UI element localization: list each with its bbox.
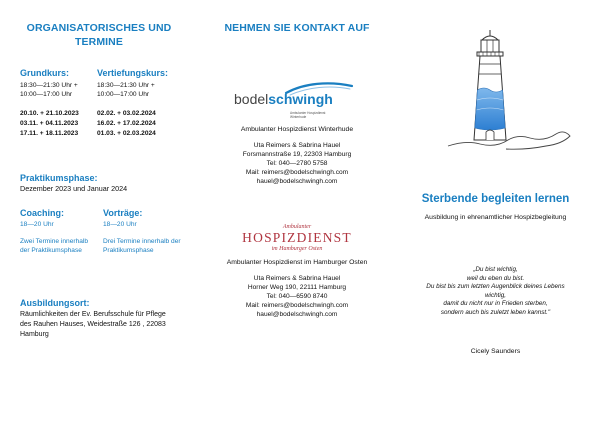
contact-heading: NEHMEN SIE KONTAKT AUF — [224, 22, 370, 34]
praktikum-label: Praktikumsphase: — [20, 173, 98, 183]
contact2-org: Ambulanter Hospizdienst im Hamburger Osten — [226, 259, 368, 266]
lighthouse-icon — [446, 28, 576, 168]
cover-subtitle: Ausbildung in ehrenamtlicher Hospizbegleitung — [424, 214, 567, 221]
ausbildungsort-line3: Hamburg — [20, 331, 49, 338]
vertiefungskurs-date-3: 01.03. + 02.03.2024 — [97, 130, 156, 137]
coaching-time: 18—20 Uhr — [20, 221, 54, 228]
coaching-label: Coaching: — [20, 208, 64, 218]
contact1-street: Forsmannstraße 19, 22303 Hamburg — [242, 151, 352, 158]
vertiefungskurs-time1: 18:30—21:30 Uhr + — [97, 82, 155, 89]
contact1-mail2[interactable]: hauel@bodelschwingh.com — [256, 178, 338, 185]
quote-line-3: Du bist bis zum letzten Augenblick deines Lebens — [426, 283, 565, 291]
grundkurs-label: Grundkurs: — [20, 68, 70, 78]
contact1-tel: Tel: 040—2780 5758 — [266, 160, 328, 167]
coaching-note2: der Praktikumsphase — [20, 247, 82, 254]
quote-line-4: wichtig, — [485, 291, 506, 299]
grundkurs-date-1: 20.10. + 21.10.2023 — [20, 110, 79, 117]
vortraege-note2: Praktikumsphase — [103, 247, 154, 254]
vertiefungskurs-date-2: 16.02. + 17.02.2024 — [97, 120, 156, 127]
contact2-mail2[interactable]: hauel@bodelschwingh.com — [256, 311, 338, 318]
hospizdienst-logo-sub: im Hamburger Osten — [271, 246, 323, 252]
contact2-mail[interactable]: Mail: reimers@bodelschwingh.com — [245, 302, 349, 309]
vertiefungskurs-date-1: 02.02. + 03.02.2024 — [97, 110, 156, 117]
bodelschwingh-word-part1: bodel — [234, 91, 269, 107]
contact1-names: Uta Reimers & Sabrina Hauel — [253, 142, 341, 149]
bodelschwingh-sub1: Ambulanter Hospizdienst — [290, 111, 326, 115]
bodelschwingh-subtitle — [290, 111, 325, 119]
bodelschwingh-wordmark — [234, 91, 333, 107]
vertiefungskurs-label: Vertiefungskurs: — [97, 68, 169, 78]
hospizdienst-logo-top: Ambulanter — [282, 224, 312, 230]
quote-line-1: „Du bist wichtig, — [473, 266, 518, 273]
bodelschwingh-sub2: Winterhude — [290, 115, 307, 119]
middle-panel — [198, 0, 396, 421]
contact2-street: Horner Weg 190, 22111 Hamburg — [247, 284, 347, 291]
quote-line-6: sondern auch bis zuletzt leben kannst." — [440, 308, 551, 316]
praktikum-text: Dezember 2023 und Januar 2024 — [20, 184, 128, 193]
ausbildungsort-line2: des Rauhen Hauses, Weidestraße 126 , 22083 — [20, 321, 166, 328]
bodelschwingh-word-part2: schwingh — [268, 91, 333, 107]
left-panel — [0, 0, 198, 421]
quote-line-5: damit du nicht nur in Frieden sterben, — [443, 300, 548, 308]
contact2-tel: Tel: 040—6590 8740 — [266, 293, 328, 300]
cover-title: Sterbende begleiten lernen — [421, 193, 570, 205]
vortraege-label: Vorträge: — [103, 208, 143, 218]
left-heading-line1: ORGANISATORISCHES UND — [26, 22, 172, 34]
hospizdienst-logo-main: HOSPIZDIENST — [242, 230, 352, 245]
right-panel — [396, 0, 595, 421]
bodelschwingh-logo — [234, 81, 354, 121]
quote-line-2: weil du eben du bist. — [466, 274, 525, 282]
contact1-mail[interactable]: Mail: reimers@bodelschwingh.com — [245, 169, 349, 176]
ausbildungsort-label: Ausbildungsort: — [20, 298, 90, 308]
grundkurs-date-2: 03.11. + 04.11.2023 — [20, 120, 79, 127]
left-heading-line2: TERMINE — [75, 36, 123, 48]
grundkurs-date-3: 17.11. + 18.11.2023 — [20, 130, 79, 137]
ausbildungsort-line1: Räumlichkeiten der Ev. Berufsschule für Pflege — [20, 311, 166, 318]
vortraege-time: 18—20 Uhr — [103, 221, 137, 228]
vortraege-note1: Drei Termine innerhalb der — [103, 238, 181, 245]
contact1-org: Ambulanter Hospizdienst Winterhude — [240, 126, 354, 133]
grundkurs-time2: 10:00—17:00 Uhr — [20, 91, 73, 98]
coaching-note1: Zwei Termine innerhalb — [20, 238, 89, 245]
quote-author: Cicely Saunders — [470, 348, 521, 355]
quote-block — [396, 266, 595, 318]
contact2-names: Uta Reimers & Sabrina Hauel — [253, 275, 341, 282]
grundkurs-time1: 18:30—21:30 Uhr + — [20, 82, 78, 89]
vertiefungskurs-time2: 10:00—17:00 Uhr — [97, 91, 150, 98]
